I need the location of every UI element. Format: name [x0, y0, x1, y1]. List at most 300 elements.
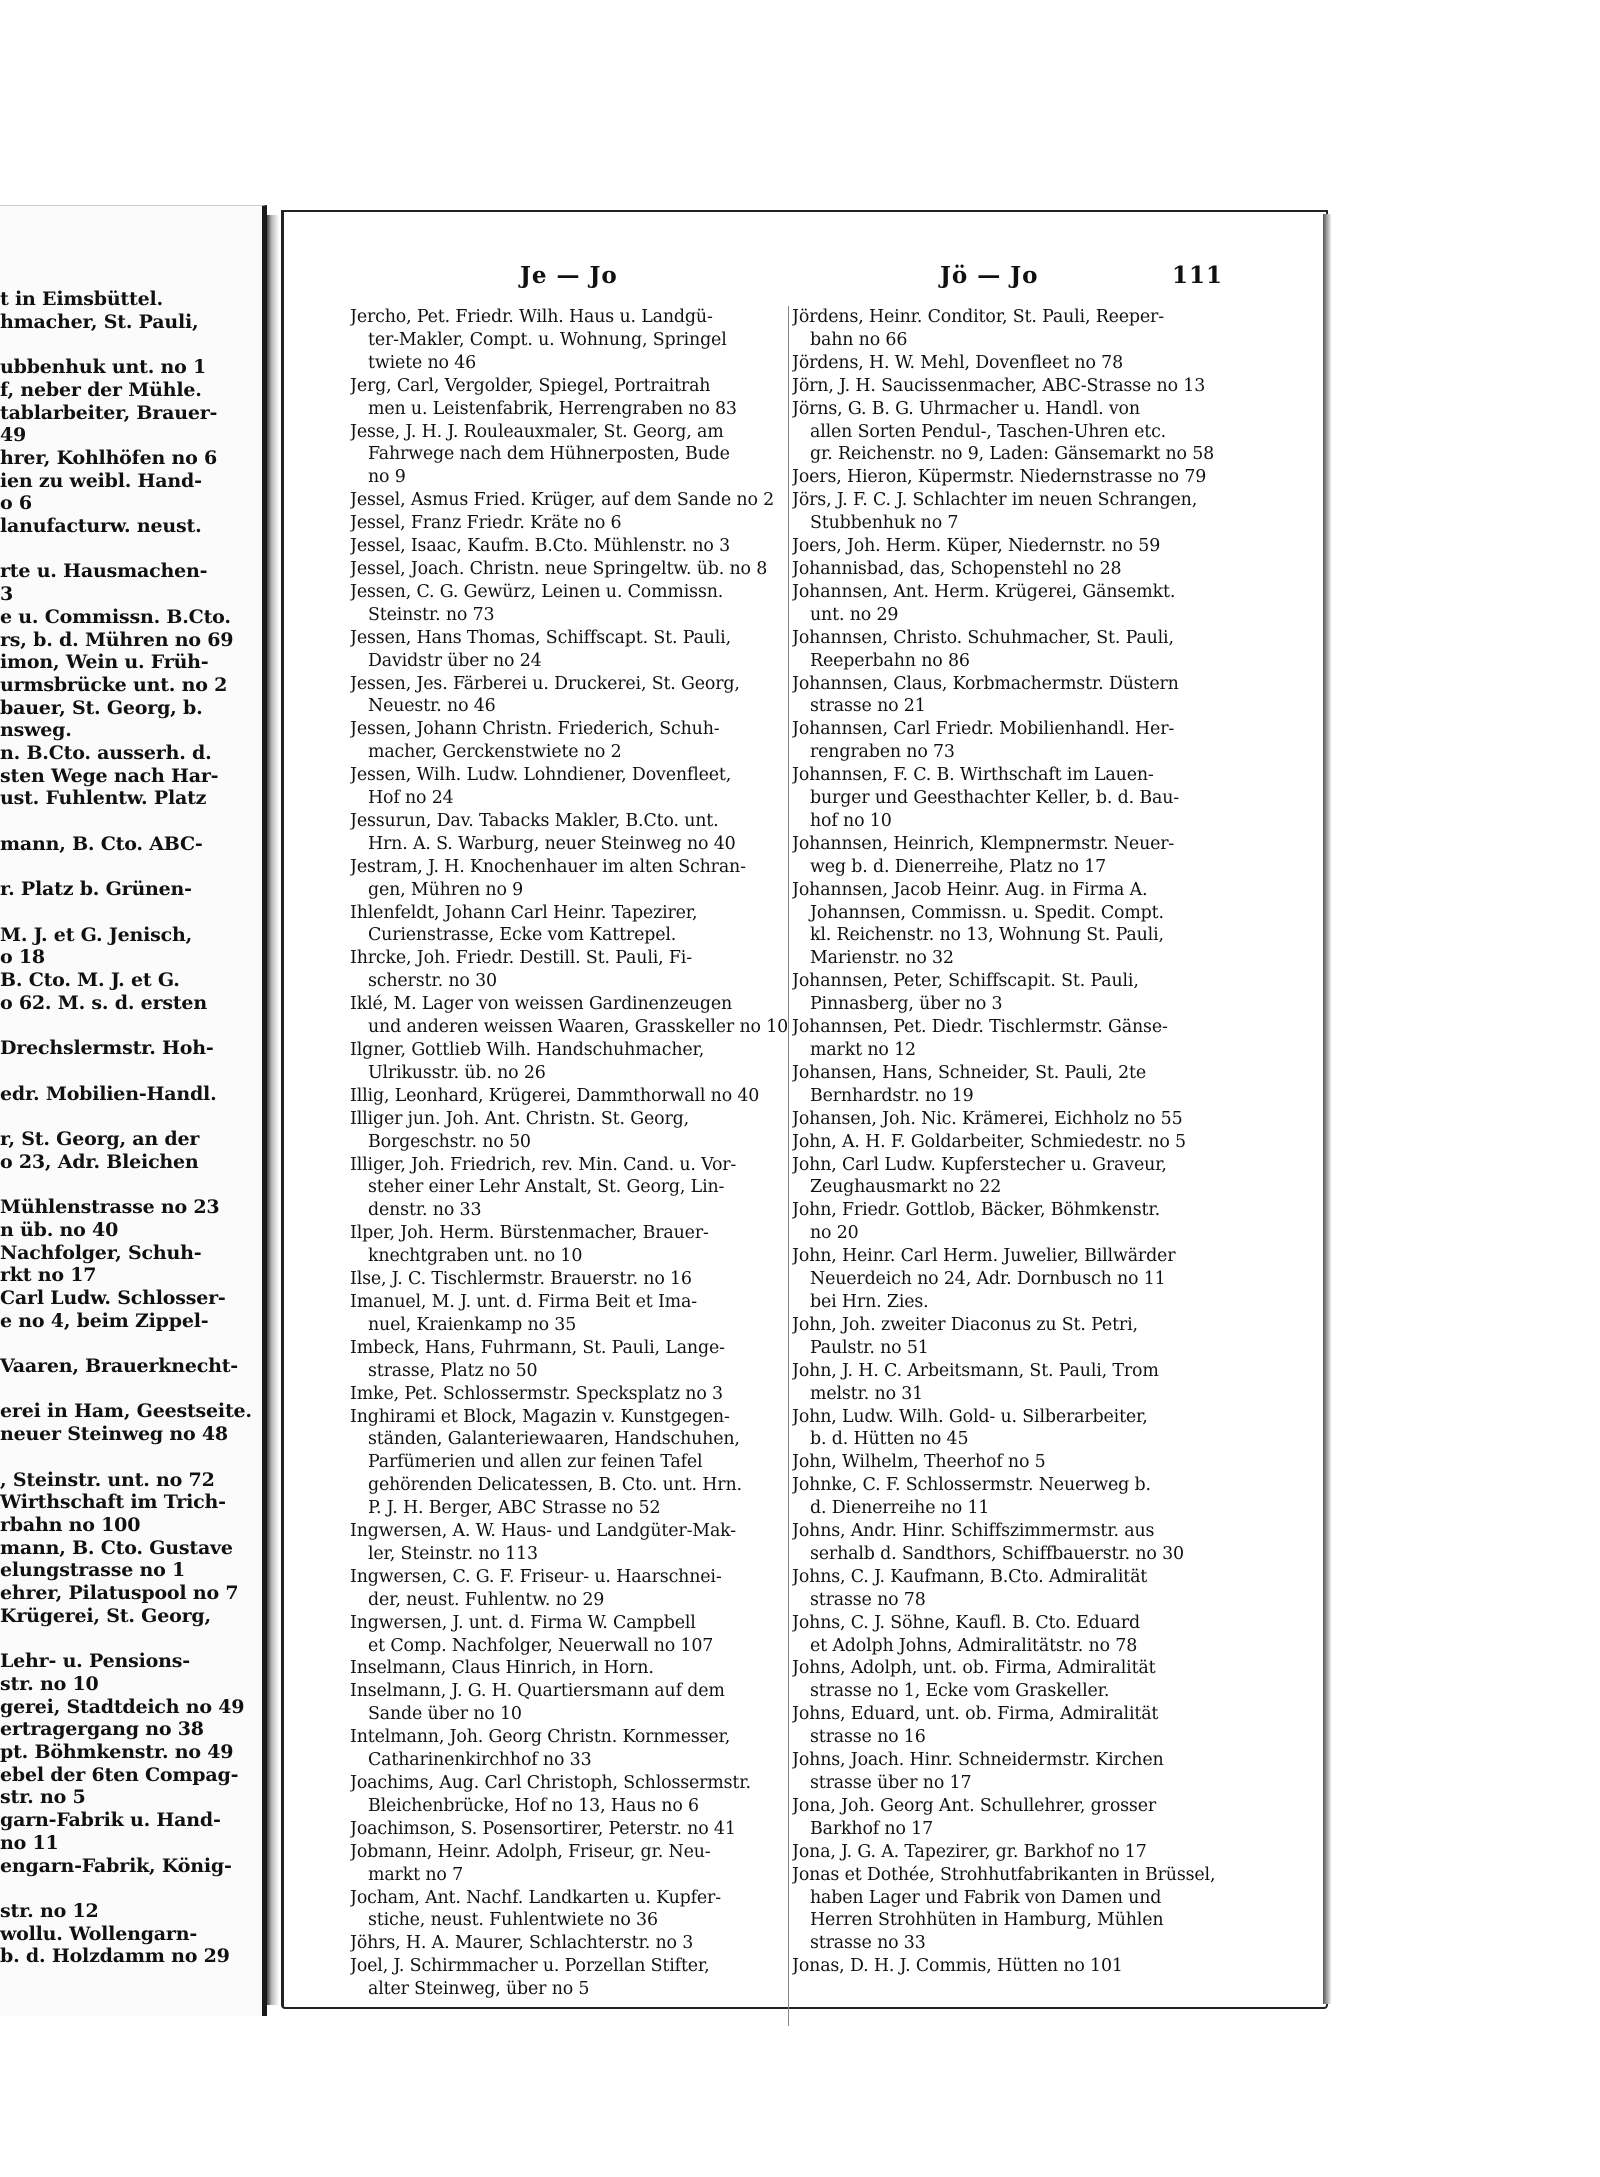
entry-line: Johannsen, Pet. Diedr. Tischlermstr. Gänse-: [792, 1017, 1168, 1038]
directory-entry: [350, 1108, 790, 1154]
entry-line: Johns, Adolph, unt. ob. Firma, Admiralität: [792, 1658, 1156, 1679]
entry-line: Johnke, C. F. Schlossermstr. Neuerweg b.: [792, 1475, 1151, 1496]
entry-line: Ilgner, Gottlieb Wilh. Handschuhmacher,: [350, 1040, 705, 1060]
left-page-line: [0, 1877, 262, 1900]
entry-line: Jöhrs, H. A. Maurer, Schlachterstr. no 3: [350, 1933, 694, 1954]
entry-line: Jessen, Johann Christn. Friederich, Schuh-: [350, 719, 720, 740]
entry-line: Jörs, J. F. C. J. Schlachter im neuen Schrangen,: [792, 490, 1198, 511]
directory-entry: [350, 856, 790, 902]
entry-line: Jessel, Joach. Christn. neue Springeltw. üb. no 8: [350, 558, 768, 579]
entry-line: Jestram, J. H. Knochenhauer im alten Schran-: [350, 856, 746, 877]
entry-line: Neuestr. no 46: [368, 696, 496, 717]
directory-entry: [792, 673, 1232, 719]
entry-line: und anderen weissen Waaren, Grasskeller no 10: [368, 1017, 789, 1038]
entry-line: Fahrwege nach dem Hühnerposten, Bude: [368, 444, 730, 465]
entry-line: Johannsen, Peter, Schiffscapit. St. Pauli,: [792, 971, 1139, 992]
entry-line: Jessel, Isaac, Kaufm. B.Cto. Mühlenstr. no 3: [350, 536, 731, 557]
entry-line: John, Friedr. Gottlob, Bäcker, Böhmkenstr.: [792, 1200, 1160, 1221]
left-page-line: engarn-Fabrik, König-: [0, 1854, 232, 1877]
left-page-line: [0, 1060, 262, 1083]
entry-line: Jessurun, Dav. Tabacks Makler, B.Cto. unt.: [350, 810, 719, 831]
left-page-line: gerei, Stadtdeich no 49: [0, 1695, 245, 1718]
left-page-line: no 11: [0, 1831, 59, 1854]
entry-line: John, A. H. F. Goldarbeiter, Schmiedestr. no 5: [792, 1131, 1186, 1152]
entry-line: Jörn, J. H. Saucissenmacher, ABC-Strasse no 13: [792, 375, 1206, 396]
entry-line: Jesse, J. H. J. Rouleauxmaler, St. Georg, am: [350, 421, 724, 442]
directory-entry: [350, 421, 790, 490]
entry-line: ter-Makler, Compt. u. Wohnung, Springel: [368, 329, 727, 350]
entry-line: Ihrcke, Joh. Friedr. Destill. St. Pauli, Fi-: [350, 948, 692, 969]
directory-entry: [350, 1955, 790, 2001]
directory-entry: [792, 581, 1232, 627]
entry-line: strasse no 1, Ecke vom Graskeller.: [810, 1681, 1110, 1702]
left-page-line: ien zu weibl. Hand-: [0, 469, 202, 492]
directory-entry: [792, 1016, 1232, 1062]
directory-entry: [792, 1406, 1232, 1452]
entry-line: kl. Reichenstr. no 13, Wohnung St. Pauli,: [810, 925, 1164, 946]
left-page-line: wollu. Wollengarn-: [0, 1922, 198, 1945]
entry-line: John, Ludw. Wilh. Gold- u. Silberarbeiter,: [792, 1406, 1148, 1427]
left-page-line: Mühlenstrasse no 23: [0, 1196, 220, 1219]
left-page-line: n. B.Cto. ausserh. d.: [0, 742, 212, 765]
entry-line: Johannsen, Ant. Herm. Krügerei, Gänsemkt.: [792, 581, 1176, 602]
entry-line: et Adolph Johns, Admiralitätstr. no 78: [810, 1635, 1138, 1656]
entry-line: Reeperbahn no 86: [810, 650, 970, 671]
entry-line: Marienstr. no 32: [810, 948, 954, 969]
entry-line: ständen, Galanteriewaaren, Handschuhen,: [368, 1429, 740, 1450]
left-page-line: Vaaren, Brauerknecht-: [0, 1355, 238, 1378]
directory-entry: [350, 902, 790, 948]
page-edge: [1323, 214, 1331, 2004]
entry-line: strasse no 33: [810, 1933, 926, 1954]
entry-line: Johansen, Hans, Schneider, St. Pauli, 2te: [792, 1062, 1147, 1083]
left-page-line: b. d. Holzdamm no 29: [0, 1945, 230, 1968]
entry-line: Stubbenhuk no 7: [810, 513, 959, 534]
entry-line: scherstr. no 30: [368, 971, 497, 992]
directory-entry: [792, 1703, 1232, 1749]
entry-line: Jerg, Carl, Vergolder, Spiegel, Portraitrah: [350, 375, 711, 396]
left-page-line: ust. Fuhlentw. Platz: [0, 787, 207, 810]
directory-column-right: [792, 306, 1232, 1978]
directory-entry: [792, 970, 1232, 1016]
left-page-line: f, neber der Mühle.: [0, 378, 202, 401]
directory-entry: [792, 1795, 1232, 1841]
directory-entry: [350, 306, 790, 375]
directory-entry: [792, 833, 1232, 879]
directory-entry: [792, 1108, 1232, 1131]
entry-line: denstr. no 33: [368, 1200, 482, 1221]
entry-line: strasse no 21: [810, 696, 926, 717]
left-page-line: ehrer, Pilatuspool no 7: [0, 1582, 239, 1605]
entry-line: haben Lager und Fabrik von Damen und: [810, 1887, 1162, 1908]
left-page-line: r. Platz b. Grünen-: [0, 878, 192, 901]
entry-line: Barkhof no 17: [810, 1818, 934, 1839]
entry-line: weg b. d. Dienerreihe, Platz no 17: [810, 856, 1107, 877]
left-page-line: tablarbeiter, Brauer-: [0, 401, 218, 424]
directory-entry: [792, 1360, 1232, 1406]
entry-line: Jördens, Heinr. Conditor, St. Pauli, Reeper-: [792, 307, 1164, 327]
entry-line: Illig, Leonhard, Krügerei, Dammthorwall no 40: [350, 1085, 760, 1106]
directory-entry: [350, 810, 790, 856]
left-page-line: bauer, St. Georg, b.: [0, 696, 203, 719]
entry-line: Jessel, Asmus Fried. Krüger, auf dem Sande no 2: [350, 490, 775, 511]
entry-line: Steinstr. no 73: [368, 604, 495, 625]
entry-line: Johannisbad, das, Schopenstehl no 28: [792, 558, 1122, 579]
entry-line: Jördens, H. W. Mehl, Dovenfleet no 78: [792, 352, 1123, 373]
entry-line: twiete no 46: [368, 352, 477, 373]
directory-entry: [792, 1199, 1232, 1245]
column-divider: [788, 306, 789, 2026]
entry-line: Inghirami et Block, Magazin v. Kunstgegen-: [350, 1406, 730, 1427]
page-number: 111: [1172, 262, 1224, 289]
entry-line: Jona, Joh. Georg Ant. Schullehrer, grosser: [792, 1795, 1156, 1816]
entry-line: Illiger, Joh. Friedrich, rev. Min. Cand. u. Vor-: [350, 1154, 737, 1175]
entry-line: Bernhardstr. no 19: [810, 1085, 974, 1106]
entry-line: Jercho, Pet. Friedr. Wilh. Haus u. Landgü-: [350, 307, 713, 327]
entry-line: gehörenden Delicatessen, B. Cto. unt. Hrn.: [368, 1475, 742, 1496]
directory-entry: [792, 375, 1232, 398]
directory-entry: [350, 1566, 790, 1612]
entry-line: Jobmann, Heinr. Adolph, Friseur, gr. Neu-: [350, 1841, 711, 1862]
left-page-line: [0, 901, 262, 924]
entry-line: Johns, Andr. Hinr. Schiffszimmermstr. aus: [792, 1521, 1155, 1542]
entry-line: Jessen, Wilh. Ludw. Lohndiener, Dovenfleet,: [350, 765, 732, 786]
entry-line: strasse no 16: [810, 1727, 926, 1748]
left-page-line: 3: [0, 583, 14, 606]
directory-column-left: [350, 306, 790, 2001]
directory-entry: [350, 718, 790, 764]
left-page-line: lanufacturw. neust.: [0, 515, 202, 538]
directory-entry: [350, 1657, 790, 1680]
entry-line: Sande über no 10: [368, 1704, 522, 1725]
directory-entry: [792, 535, 1232, 558]
entry-line: Inselmann, J. G. H. Quartiersmann auf dem: [350, 1681, 725, 1702]
entry-line: nuel, Kraienkamp no 35: [368, 1314, 577, 1335]
entry-line: knechtgraben unt. no 10: [368, 1246, 583, 1267]
directory-entry: [792, 306, 1232, 352]
entry-line: burger und Geesthachter Keller, b. d. Bau-: [810, 788, 1179, 809]
entry-line: John, Heinr. Carl Herm. Juwelier, Billwärder: [792, 1246, 1176, 1267]
left-page-text: [0, 288, 262, 1968]
entry-line: strasse über no 17: [810, 1773, 972, 1793]
book-gutter: [267, 215, 279, 2005]
directory-entry: [792, 1245, 1232, 1314]
left-page-line: hmacher, St. Pauli,: [0, 310, 199, 333]
entry-line: ler, Steinstr. no 113: [368, 1543, 538, 1564]
entry-line: Johannsen, Carl Friedr. Mobilienhandl. Her-: [792, 719, 1175, 740]
left-page-line: [0, 1332, 262, 1355]
left-page-line: n üb. no 40: [0, 1218, 119, 1241]
entry-line: et Comp. Nachfolger, Neuerwall no 107: [368, 1635, 714, 1656]
left-page-line: [0, 1105, 262, 1128]
entry-line: alter Steinweg, über no 5: [368, 1979, 590, 2000]
left-page-line: Wirthschaft im Trich-: [0, 1491, 226, 1514]
entry-line: Ilse, J. C. Tischlermstr. Brauerstr. no 16: [350, 1269, 692, 1290]
directory-entry: [792, 1749, 1232, 1795]
directory-entry: [350, 1680, 790, 1726]
entry-line: Johns, C. J. Söhne, Kaufl. B. Cto. Eduard: [792, 1612, 1141, 1633]
left-page-line: r, St. Georg, an der: [0, 1128, 200, 1151]
entry-line: bei Hrn. Zies.: [810, 1291, 929, 1312]
entry-line: John, Carl Ludw. Kupferstecher u. Graveur,: [792, 1154, 1167, 1175]
directory-entry: [350, 1222, 790, 1268]
left-page-line: [0, 856, 262, 879]
entry-line: Bleichenbrücke, Hof no 13, Haus no 6: [368, 1795, 699, 1816]
left-page-line: Carl Ludw. Schlosser-: [0, 1286, 226, 1309]
directory-entry: [792, 1566, 1232, 1612]
entry-line: Johansen, Joh. Nic. Krämerei, Eichholz no 55: [792, 1108, 1183, 1129]
header-left: Je — Jo: [520, 262, 618, 289]
left-page-line: [0, 810, 262, 833]
entry-line: b. d. Hütten no 45: [810, 1429, 969, 1450]
entry-line: Parfümerien und allen zur feinen Tafel: [368, 1452, 703, 1473]
entry-line: Jona, J. G. A. Tapezirer, gr. Barkhof no 17: [792, 1841, 1147, 1862]
entry-line: Hrn. A. S. Warburg, neuer Steinweg no 40: [368, 833, 736, 854]
directory-entry: [792, 352, 1232, 375]
left-page-line: rbahn no 100: [0, 1513, 141, 1536]
left-page-line: Nachfolger, Schuh-: [0, 1241, 202, 1264]
entry-line: Joers, Hieron, Küpermstr. Niedernstrasse no 79: [792, 467, 1207, 488]
entry-line: serhalb d. Sandthors, Schiffbauerstr. no 30: [810, 1543, 1184, 1564]
left-page-line: erei in Ham, Geestseite.: [0, 1400, 252, 1423]
entry-line: men u. Leistenfabrik, Herrengraben no 83: [368, 398, 737, 419]
entry-line: Johns, Eduard, unt. ob. Firma, Admiralität: [792, 1704, 1159, 1725]
entry-line: Ihlenfeldt, Johann Carl Heinr. Tapezirer,: [350, 902, 698, 923]
directory-entry: [350, 1772, 790, 1818]
left-page-line: e no 4, beim Zippel-: [0, 1309, 209, 1332]
left-page-fragment: [0, 205, 267, 2016]
left-page-line: str. no 10: [0, 1672, 99, 1695]
left-page-line: mann, B. Cto. Gustave: [0, 1536, 233, 1559]
entry-line: Jörns, G. B. G. Uhrmacher u. Handl. von: [792, 398, 1140, 419]
directory-entry: [350, 947, 790, 993]
left-page-line: o 18: [0, 946, 45, 969]
directory-entry: [350, 1268, 790, 1291]
entry-line: P. J. H. Berger, ABC Strasse no 52: [368, 1498, 661, 1519]
entry-line: strasse, Platz no 50: [368, 1360, 538, 1381]
entry-line: Davidstr über no 24: [368, 650, 542, 671]
left-page-line: ertragergang no 38: [0, 1718, 204, 1741]
left-page-line: [0, 333, 262, 356]
entry-line: Herren Strohhüten in Hamburg, Mühlen: [810, 1910, 1164, 1931]
directory-entry: [350, 1383, 790, 1406]
directory-entry: [792, 558, 1232, 581]
left-page-line: garn-Fabrik u. Hand-: [0, 1809, 221, 1832]
entry-line: Curienstrasse, Ecke vom Kattrepel.: [368, 925, 677, 946]
entry-line: unt. no 29: [810, 604, 899, 625]
left-page-line: sten Wege nach Har-: [0, 764, 219, 787]
entry-line: Joachimson, S. Posensortirer, Peterstr. no 41: [350, 1818, 736, 1839]
directory-entry: [350, 1887, 790, 1933]
directory-entry: [792, 466, 1232, 489]
left-page-line: elungstrasse no 1: [0, 1559, 186, 1582]
entry-line: Jessen, Hans Thomas, Schiffscapt. St. Pauli,: [350, 627, 731, 648]
directory-entry: [350, 1291, 790, 1337]
directory-entry: [792, 1451, 1232, 1474]
left-page-line: mann, B. Cto. ABC-: [0, 832, 203, 855]
left-page-line: [0, 1446, 262, 1469]
entry-line: Johns, C. J. Kaufmann, B.Cto. Admiralität: [792, 1566, 1148, 1587]
entry-line: Ingwersen, C. G. F. Friseur- u. Haarschnei-: [350, 1566, 722, 1587]
directory-entry: [792, 1841, 1232, 1864]
entry-line: John, Wilhelm, Theerhof no 5: [792, 1452, 1046, 1473]
left-page-line: str. no 12: [0, 1899, 99, 1922]
entry-line: Ingwersen, J. unt. d. Firma W. Campbell: [350, 1612, 696, 1633]
directory-entry: [792, 879, 1232, 971]
directory-entry: [792, 1520, 1232, 1566]
entry-line: no 9: [368, 467, 406, 488]
entry-line: bahn no 66: [810, 329, 908, 350]
entry-line: der, neust. Fuhlentw. no 29: [368, 1589, 605, 1610]
entry-line: Intelmann, Joh. Georg Christn. Kornmesser,: [350, 1727, 731, 1748]
directory-entry: [792, 1864, 1232, 1956]
left-page-line: o 23, Adr. Bleichen: [0, 1150, 199, 1173]
directory-entry: [350, 627, 790, 673]
left-page-line: t in Eimsbüttel.: [0, 288, 163, 310]
left-page-line: ebel der 6ten Compag-: [0, 1763, 239, 1786]
directory-entry: [350, 535, 790, 558]
directory-entry: [350, 512, 790, 535]
left-page-line: , Steinstr. unt. no 72: [0, 1468, 215, 1491]
directory-entry: [792, 1474, 1232, 1520]
entry-line: strasse no 78: [810, 1589, 926, 1610]
directory-entry: [350, 764, 790, 810]
directory-entry: [350, 375, 790, 421]
directory-entry: [350, 993, 790, 1039]
directory-entry: [792, 1131, 1232, 1154]
entry-line: Iklé, M. Lager von weissen Gardinenzeugen: [350, 994, 733, 1015]
directory-entry: [792, 1657, 1232, 1703]
left-page-line: neuer Steinweg no 48: [0, 1423, 228, 1446]
entry-line: stiche, neust. Fuhlentwiete no 36: [368, 1910, 658, 1931]
left-page-line: o 62. M. s. d. ersten: [0, 991, 207, 1014]
directory-entry: [792, 1062, 1232, 1108]
entry-line: Neuerdeich no 24, Adr. Dornbusch no 11: [810, 1269, 1166, 1290]
entry-line: Imbeck, Hans, Fuhrmann, St. Pauli, Lange-: [350, 1337, 725, 1358]
directory-entry: [350, 581, 790, 627]
entry-line: Joel, J. Schirmmacher u. Porzellan Stifter,: [350, 1956, 710, 1977]
left-page-line: edr. Mobilien-Handl.: [0, 1082, 217, 1105]
entry-line: Johannsen, Claus, Korbmachermstr. Düstern: [792, 673, 1179, 694]
left-page-line: [0, 1015, 262, 1038]
directory-entry: [350, 1612, 790, 1658]
entry-line: Borgeschstr. no 50: [368, 1131, 531, 1152]
left-page-line: Drechslermstr. Hoh-: [0, 1037, 214, 1060]
entry-line: Ingwersen, A. W. Haus- und Landgüter-Mak-: [350, 1521, 736, 1542]
directory-entry: [350, 489, 790, 512]
left-page-line: rs, b. d. Mühren no 69: [0, 628, 234, 651]
directory-entry: [792, 398, 1232, 467]
entry-line: Imanuel, M. J. unt. d. Firma Beit et Ima-: [350, 1291, 697, 1312]
entry-line: Johannsen, F. C. B. Wirthschaft im Lauen-: [792, 765, 1154, 786]
entry-line: Hof no 24: [368, 788, 454, 809]
entry-line: Ilper, Joh. Herm. Bürstenmacher, Brauer-: [350, 1223, 709, 1244]
entry-line: markt no 7: [368, 1864, 463, 1885]
entry-line: John, Joh. zweiter Diaconus zu St. Petri,: [792, 1314, 1138, 1335]
left-page-line: Krügerei, St. Georg,: [0, 1604, 211, 1627]
entry-line: Joers, Joh. Herm. Küper, Niedernstr. no 59: [792, 536, 1161, 557]
left-page-line: hrer, Kohlhöfen no 6: [0, 446, 218, 469]
directory-entry: [350, 1085, 790, 1108]
entry-line: Pinnasberg, über no 3: [810, 994, 1003, 1015]
left-page-line: pt. Böhmkenstr. no 49: [0, 1741, 234, 1763]
entry-line: steher einer Lehr Anstalt, St. Georg, Lin-: [368, 1177, 725, 1198]
left-page-line: imon, Wein u. Früh-: [0, 651, 209, 674]
left-page-line: urmsbrücke unt. no 2: [0, 673, 228, 696]
entry-line: Paulstr. no 51: [810, 1337, 929, 1358]
directory-entry: [350, 1154, 790, 1223]
left-page-line: rte u. Hausmachen-: [0, 560, 208, 583]
entry-line: rengraben no 73: [810, 742, 955, 763]
left-page-line: ubbenhuk unt. no 1: [0, 356, 207, 379]
left-page-line: [0, 1627, 262, 1650]
directory-entry: [792, 1154, 1232, 1200]
entry-line: no 20: [810, 1223, 859, 1244]
directory-entry: [350, 1841, 790, 1887]
left-page-line: Lehr- u. Pensions-: [0, 1650, 190, 1673]
directory-entry: [792, 1612, 1232, 1658]
entry-line: markt no 12: [810, 1040, 916, 1060]
entry-line: Ulrikusstr. üb. no 26: [368, 1062, 546, 1083]
entry-line: gen, Mühren no 9: [368, 879, 524, 900]
directory-entry: [350, 1932, 790, 1955]
entry-line: Johns, Joach. Hinr. Schneidermstr. Kirchen: [792, 1750, 1164, 1771]
entry-line: Johannsen, Christo. Schuhmacher, St. Pauli,: [792, 627, 1174, 648]
entry-line: John, J. H. C. Arbeitsmann, St. Pauli, Trom: [792, 1360, 1159, 1381]
entry-line: Illiger jun. Joh. Ant. Christn. St. Georg,: [350, 1108, 690, 1129]
entry-line: hof no 10: [810, 810, 892, 831]
entry-line: Jessen, Jes. Färberei u. Druckerei, St. Georg,: [350, 673, 740, 694]
directory-entry: [350, 1337, 790, 1383]
entry-line: Jonas et Dothée, Strohhutfabrikanten in Brüssel,: [792, 1864, 1216, 1885]
left-page-line: str. no 5: [0, 1786, 86, 1809]
left-page-line: e u. Commissn. B.Cto.: [0, 605, 231, 628]
entry-line: Johannsen, Commissn. u. Spedit. Compt.: [810, 902, 1164, 923]
entry-line: Inselmann, Claus Hinrich, in Horn.: [350, 1658, 654, 1679]
left-page-line: B. Cto. M. J. et G.: [0, 969, 180, 992]
directory-entry: [350, 558, 790, 581]
directory-entry: [792, 718, 1232, 764]
entry-line: macher, Gerckenstwiete no 2: [368, 742, 622, 763]
directory-entry: [350, 1039, 790, 1085]
left-page-line: [0, 1378, 262, 1401]
left-page-line: M. J. et G. Jenisch,: [0, 923, 193, 946]
directory-entry: [792, 764, 1232, 833]
directory-entry: [792, 1955, 1232, 1978]
left-page-line: o 6: [0, 492, 32, 515]
left-page-line: [0, 538, 262, 561]
directory-entry: [350, 1818, 790, 1841]
left-page-line: nsweg.: [0, 719, 72, 742]
entry-line: melstr. no 31: [810, 1383, 924, 1404]
directory-entry: [792, 489, 1232, 535]
left-page-line: rkt no 17: [0, 1264, 97, 1287]
entry-line: Johannsen, Jacob Heinr. Aug. in Firma A.: [792, 879, 1148, 900]
entry-line: Jessel, Franz Friedr. Kräte no 6: [350, 513, 622, 534]
entry-line: Jocham, Ant. Nachf. Landkarten u. Kupfer-: [350, 1887, 721, 1908]
entry-line: Jonas, D. H. J. Commis, Hütten no 101: [792, 1956, 1123, 1977]
directory-entry: [350, 1406, 790, 1521]
entry-line: Joachims, Aug. Carl Christoph, Schlossermstr.: [350, 1773, 751, 1793]
entry-line: Catharinenkirchhof no 33: [368, 1750, 592, 1771]
entry-line: gr. Reichenstr. no 9, Laden: Gänsemarkt no 58: [810, 444, 1215, 465]
directory-entry: [350, 673, 790, 719]
directory-entry: [792, 1314, 1232, 1360]
entry-line: Imke, Pet. Schlossermstr. Specksplatz no 3: [350, 1383, 723, 1404]
entry-line: d. Dienerreihe no 11: [810, 1498, 990, 1519]
entry-line: Zeughausmarkt no 22: [810, 1177, 1002, 1198]
left-page-line: [0, 1173, 262, 1196]
